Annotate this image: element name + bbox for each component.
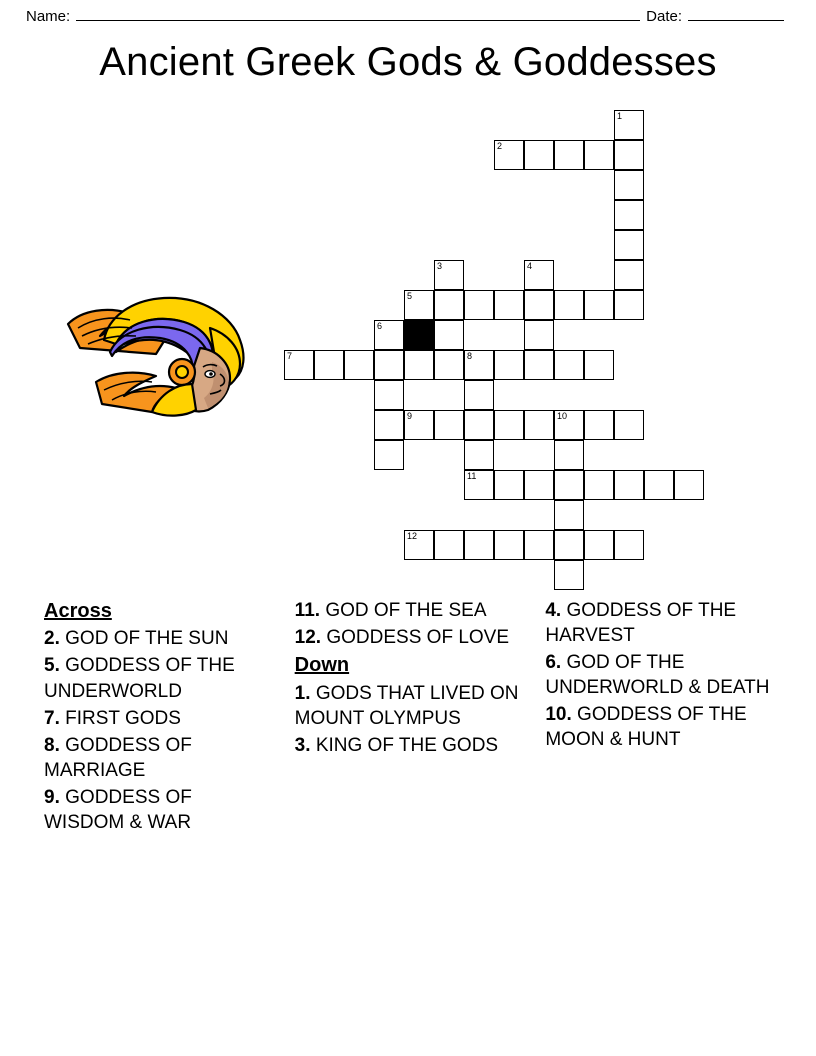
grid-cell[interactable] bbox=[584, 140, 614, 170]
clue-column-3 bbox=[545, 598, 774, 837]
grid-cell[interactable] bbox=[614, 470, 644, 500]
grid-cell-number: 8 bbox=[467, 351, 473, 361]
clue-text: GODDESS OF WISDOM & WAR bbox=[44, 786, 192, 833]
clue-item bbox=[44, 785, 273, 835]
clue-text: GODDESS OF THE MOON & HUNT bbox=[545, 704, 747, 751]
clue-item bbox=[295, 733, 524, 758]
grid-cell[interactable] bbox=[524, 530, 554, 560]
grid-cell[interactable] bbox=[374, 410, 404, 440]
clue-number: 6. bbox=[545, 652, 562, 674]
grid-cell-number: 2 bbox=[497, 141, 503, 151]
grid-cell[interactable] bbox=[464, 530, 494, 560]
grid-cell[interactable] bbox=[614, 530, 644, 560]
grid-cell[interactable] bbox=[464, 440, 494, 470]
date-label: Date: bbox=[646, 8, 682, 25]
clue-number: 7. bbox=[44, 707, 60, 729]
grid-cell[interactable] bbox=[524, 320, 554, 350]
name-write-line[interactable] bbox=[76, 6, 640, 21]
grid-cell-blocked bbox=[404, 320, 434, 350]
grid-cell[interactable] bbox=[464, 350, 494, 380]
grid-cell[interactable] bbox=[434, 350, 464, 380]
grid-cell-number: 11 bbox=[467, 471, 477, 481]
grid-cell[interactable] bbox=[434, 530, 464, 560]
clue-number: 5. bbox=[44, 655, 60, 677]
grid-cell[interactable] bbox=[434, 260, 464, 290]
clue-text: GODS THAT LIVED ON MOUNT OLYMPUS bbox=[294, 682, 519, 729]
grid-cell-number: 7 bbox=[287, 351, 293, 361]
grid-cell[interactable] bbox=[524, 410, 554, 440]
grid-cell[interactable] bbox=[464, 380, 494, 410]
clue-section bbox=[44, 598, 774, 837]
grid-cell[interactable] bbox=[494, 470, 524, 500]
grid-cell[interactable] bbox=[464, 470, 494, 500]
grid-cell[interactable] bbox=[284, 350, 314, 380]
clue-item bbox=[545, 650, 774, 700]
grid-cell[interactable] bbox=[494, 410, 524, 440]
clue-number: 3. bbox=[294, 734, 311, 756]
grid-cell[interactable] bbox=[524, 350, 554, 380]
grid-cell[interactable] bbox=[614, 230, 644, 260]
clue-text: GOD OF THE SUN bbox=[65, 628, 229, 650]
grid-cell-number: 12 bbox=[407, 531, 418, 541]
grid-cell[interactable] bbox=[524, 290, 554, 320]
clue-text: GODDESS OF THE UNDERWORLD bbox=[44, 655, 235, 702]
grid-cell[interactable] bbox=[494, 350, 524, 380]
grid-cell[interactable] bbox=[614, 110, 644, 140]
clue-text: FIRST GODS bbox=[65, 707, 181, 729]
clue-item bbox=[44, 733, 273, 783]
clue-number: 9. bbox=[44, 786, 60, 808]
grid-cell[interactable] bbox=[524, 470, 554, 500]
clue-item bbox=[44, 653, 273, 703]
grid-cell-number: 3 bbox=[437, 261, 443, 271]
clue-item bbox=[44, 706, 273, 731]
grid-cell[interactable] bbox=[374, 380, 404, 410]
grid-cell[interactable] bbox=[554, 410, 584, 440]
clue-item bbox=[295, 681, 524, 731]
grid-cell[interactable] bbox=[494, 140, 524, 170]
grid-cell[interactable] bbox=[554, 350, 584, 380]
worksheet-header bbox=[26, 6, 790, 25]
clue-number: 12. bbox=[294, 627, 322, 649]
grid-cell[interactable] bbox=[464, 410, 494, 440]
grid-cell[interactable] bbox=[404, 530, 434, 560]
grid-cell[interactable] bbox=[614, 260, 644, 290]
grid-cell[interactable] bbox=[374, 440, 404, 470]
grid-cell[interactable] bbox=[404, 290, 434, 320]
winged-helmet-hermes-head-icon bbox=[60, 278, 275, 428]
grid-cell[interactable] bbox=[584, 350, 614, 380]
clue-column-2 bbox=[295, 598, 524, 837]
grid-cell[interactable] bbox=[614, 200, 644, 230]
grid-cell[interactable] bbox=[554, 440, 584, 470]
grid-cell[interactable] bbox=[314, 350, 344, 380]
grid-cell-number: 4 bbox=[527, 261, 533, 271]
down-heading: Down bbox=[294, 654, 350, 677]
clue-text: GODDESS OF MARRIAGE bbox=[44, 734, 192, 781]
grid-cell-number: 1 bbox=[617, 111, 623, 121]
grid-cell[interactable] bbox=[584, 470, 614, 500]
clue-item bbox=[44, 626, 273, 651]
clue-text: GOD OF THE UNDERWORLD & DEATH bbox=[545, 652, 770, 699]
date-write-line[interactable] bbox=[688, 6, 784, 21]
grid-cell[interactable] bbox=[524, 140, 554, 170]
grid-cell[interactable] bbox=[404, 410, 434, 440]
grid-cell[interactable] bbox=[584, 530, 614, 560]
name-label: Name: bbox=[26, 8, 71, 25]
clue-text: GODDESS OF THE HARVEST bbox=[545, 600, 737, 647]
grid-cell[interactable] bbox=[434, 290, 464, 320]
grid-cell[interactable] bbox=[554, 560, 584, 590]
clue-text: KING OF THE GODS bbox=[315, 734, 499, 756]
clue-number: 1. bbox=[294, 682, 311, 704]
grid-cell-number: 9 bbox=[407, 411, 413, 421]
grid-cell[interactable] bbox=[344, 350, 374, 380]
grid-cell[interactable] bbox=[584, 410, 614, 440]
clue-number: 10. bbox=[545, 704, 572, 726]
grid-cell[interactable] bbox=[554, 530, 584, 560]
grid-cell[interactable] bbox=[434, 320, 464, 350]
grid-cell[interactable] bbox=[494, 290, 524, 320]
grid-cell[interactable] bbox=[644, 470, 674, 500]
page-title: Ancient Greek Gods & Goddesses bbox=[99, 40, 717, 84]
clue-number: 11. bbox=[294, 600, 321, 621]
grid-cell[interactable] bbox=[614, 170, 644, 200]
grid-cell[interactable] bbox=[464, 290, 494, 320]
grid-cell[interactable] bbox=[614, 410, 644, 440]
grid-cell[interactable] bbox=[524, 260, 554, 290]
grid-cell[interactable] bbox=[614, 290, 644, 320]
clue-item bbox=[545, 598, 774, 648]
grid-cell[interactable] bbox=[374, 350, 404, 380]
grid-cell-number: 5 bbox=[407, 291, 413, 301]
clue-column-1 bbox=[44, 598, 273, 837]
grid-cell[interactable] bbox=[434, 410, 464, 440]
grid-cell[interactable] bbox=[584, 290, 614, 320]
clue-number: 8. bbox=[44, 734, 60, 756]
grid-cell[interactable] bbox=[404, 350, 434, 380]
grid-cell[interactable] bbox=[554, 470, 584, 500]
grid-cell[interactable] bbox=[374, 320, 404, 350]
grid-cell[interactable] bbox=[674, 470, 704, 500]
grid-cell[interactable] bbox=[614, 140, 644, 170]
grid-cell-number: 10 bbox=[557, 411, 568, 421]
grid-cell-number: 6 bbox=[377, 321, 383, 331]
across-heading: Across bbox=[44, 600, 112, 622]
grid-cell[interactable] bbox=[554, 500, 584, 530]
clue-text: GODDESS OF LOVE bbox=[326, 627, 510, 649]
grid-cell[interactable] bbox=[554, 290, 584, 320]
clue-number: 4. bbox=[545, 600, 562, 621]
clue-number: 2. bbox=[44, 628, 60, 650]
grid-cell[interactable] bbox=[554, 140, 584, 170]
clue-item bbox=[295, 625, 524, 650]
clue-text: GOD OF THE SEA bbox=[325, 600, 487, 621]
clue-item bbox=[295, 598, 524, 623]
grid-cell[interactable] bbox=[494, 530, 524, 560]
clue-item bbox=[545, 702, 774, 752]
